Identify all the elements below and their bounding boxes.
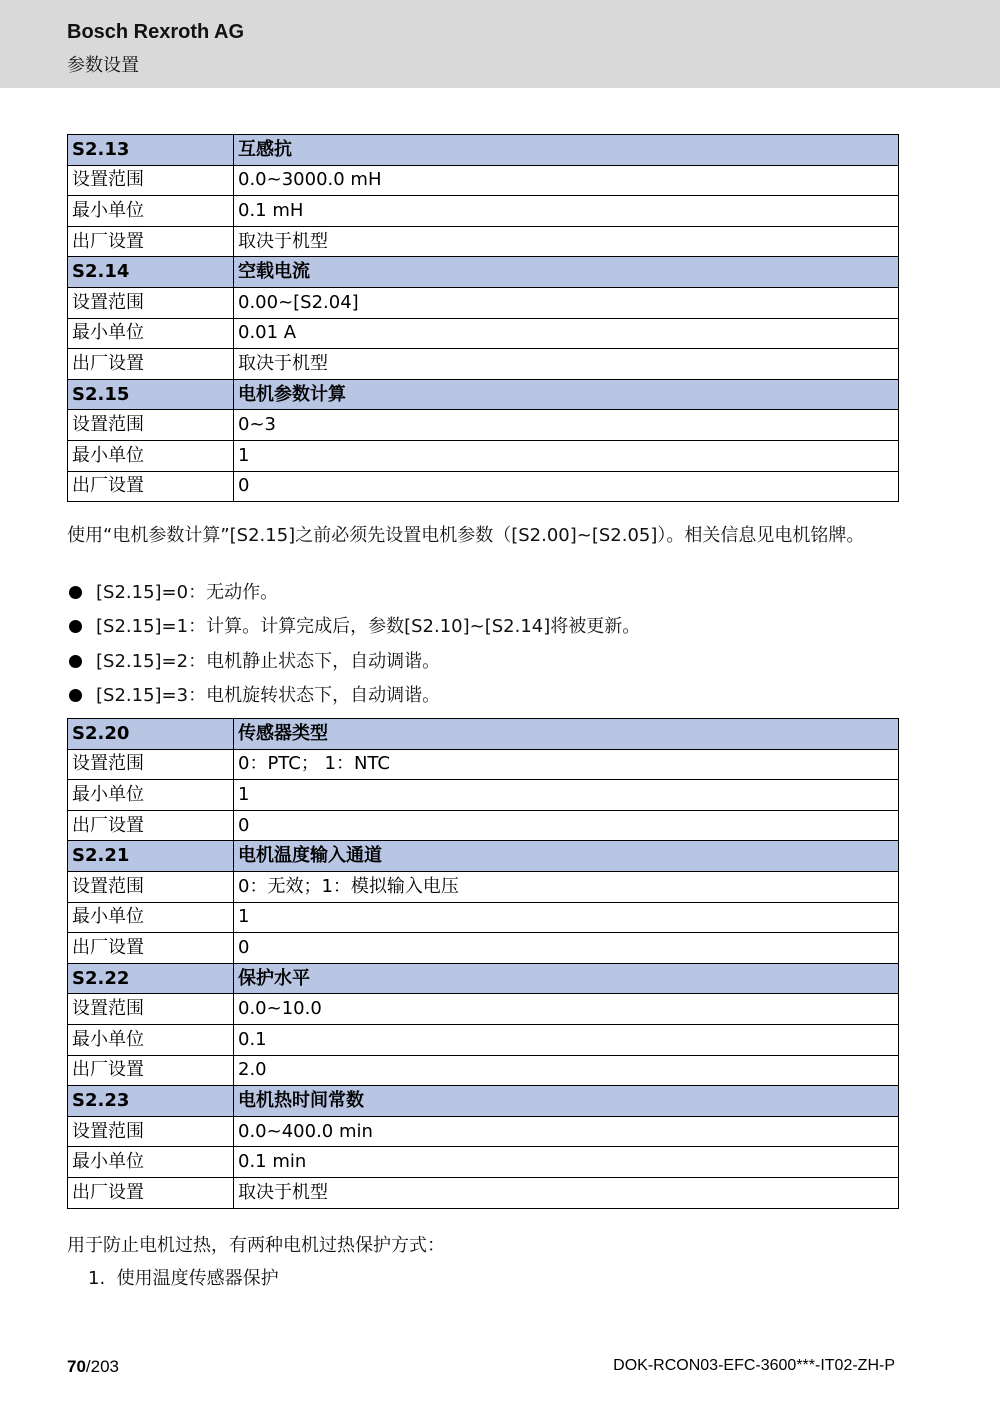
param-row-unit	[68, 196, 899, 227]
param-row-unit	[68, 780, 899, 811]
document-code: DOK-RCON03-EFC-3600***-IT02-ZH-P	[613, 1357, 895, 1374]
param-default: 取决于机型	[234, 349, 899, 380]
param-row-range	[68, 410, 899, 441]
param-unit: 0.1 mH	[234, 196, 899, 227]
row-label: 设置范围	[68, 287, 234, 318]
row-label: 设置范围	[68, 749, 234, 780]
param-row-unit	[68, 318, 899, 349]
param-row-unit	[68, 1147, 899, 1178]
param-name: 互感抗	[234, 135, 899, 166]
row-label: 出厂设置	[68, 1055, 234, 1086]
param-default: 2.0	[234, 1055, 899, 1086]
row-label: 最小单位	[68, 1147, 234, 1178]
param-default: 0	[234, 810, 899, 841]
param-code: S2.21	[68, 841, 234, 872]
param-row-range	[68, 749, 899, 780]
row-label: 出厂设置	[68, 471, 234, 502]
param-row-default	[68, 471, 899, 502]
param-code: S2.23	[68, 1086, 234, 1117]
row-label: 最小单位	[68, 196, 234, 227]
param-name: 电机温度输入通道	[234, 841, 899, 872]
row-label: 最小单位	[68, 440, 234, 471]
param-row-range	[68, 871, 899, 902]
param-name: 电机参数计算	[234, 379, 899, 410]
param-range: 0：无效；1：模拟输入电压	[234, 871, 899, 902]
parameter-table-2	[67, 718, 899, 1209]
bullet-text: [S2.15]=1：计算。计算完成后，参数[S2.10]~[S2.14]将被更新。	[96, 616, 641, 637]
param-row-default	[68, 810, 899, 841]
param-row-default	[68, 1055, 899, 1086]
row-label: 出厂设置	[68, 226, 234, 257]
param-range: 0.00~[S2.04]	[234, 287, 899, 318]
param-range: 0.0~3000.0 mH	[234, 165, 899, 196]
bullet-dot-icon	[69, 586, 82, 599]
parameter-table-1	[67, 134, 899, 502]
param-name: 传感器类型	[234, 719, 899, 750]
note-paragraph: 用于防止电机过热，有两种电机过热保护方式：	[67, 1235, 445, 1256]
param-row-default	[68, 933, 899, 964]
row-label: 设置范围	[68, 994, 234, 1025]
page-current: 70	[67, 1357, 86, 1376]
param-code: S2.20	[68, 719, 234, 750]
bullet-text: [S2.15]=0：无动作。	[96, 582, 279, 603]
row-label: 设置范围	[68, 1116, 234, 1147]
param-unit: 1	[234, 440, 899, 471]
param-name: 电机热时间常数	[234, 1086, 899, 1117]
param-row-unit	[68, 440, 899, 471]
param-header-row	[68, 257, 899, 288]
param-default: 0	[234, 933, 899, 964]
param-row-default	[68, 226, 899, 257]
param-header-row	[68, 135, 899, 166]
param-range: 0：PTC； 1：NTC	[234, 749, 899, 780]
note-paragraph: 使用“电机参数计算”[S2.15]之前必须先设置电机参数（[S2.00]~[S2.05]）。相关信息见电机铭牌。	[67, 525, 865, 546]
param-header-row	[68, 963, 899, 994]
param-row-range	[68, 165, 899, 196]
numbered-list-item: 1. 使用温度传感器保护	[88, 1268, 279, 1289]
param-default: 取决于机型	[234, 1177, 899, 1208]
bullet-dot-icon	[69, 655, 82, 668]
bullet-item	[69, 684, 440, 708]
bullet-item	[69, 581, 278, 605]
row-label: 最小单位	[68, 780, 234, 811]
param-row-range	[68, 287, 899, 318]
param-header-row	[68, 379, 899, 410]
param-range: 0.0~400.0 min	[234, 1116, 899, 1147]
param-range: 0~3	[234, 410, 899, 441]
param-unit: 1	[234, 902, 899, 933]
row-label: 出厂设置	[68, 933, 234, 964]
param-unit: 0.01 A	[234, 318, 899, 349]
row-label: 出厂设置	[68, 810, 234, 841]
param-unit: 0.1 min	[234, 1147, 899, 1178]
row-label: 出厂设置	[68, 1177, 234, 1208]
param-code: S2.13	[68, 135, 234, 166]
row-label: 设置范围	[68, 165, 234, 196]
bullet-text: [S2.15]=2：电机静止状态下，自动调谐。	[96, 651, 441, 672]
row-label: 出厂设置	[68, 349, 234, 380]
param-row-unit	[68, 902, 899, 933]
param-row-range	[68, 994, 899, 1025]
param-row-default	[68, 349, 899, 380]
section-title: 参数设置	[67, 55, 139, 76]
param-name: 空载电流	[234, 257, 899, 288]
param-code: S2.15	[68, 379, 234, 410]
param-unit: 0.1	[234, 1024, 899, 1055]
param-range: 0.0~10.0	[234, 994, 899, 1025]
page-total: /203	[85, 1357, 120, 1376]
bullet-dot-icon	[69, 689, 82, 702]
bullet-text: [S2.15]=3：电机旋转状态下，自动调谐。	[96, 685, 441, 706]
row-label: 最小单位	[68, 318, 234, 349]
param-code: S2.22	[68, 963, 234, 994]
param-row-range	[68, 1116, 899, 1147]
page-number	[67, 1357, 119, 1377]
row-label: 最小单位	[68, 1024, 234, 1055]
param-row-default	[68, 1177, 899, 1208]
page-header	[0, 0, 1000, 88]
row-label: 设置范围	[68, 410, 234, 441]
bullet-dot-icon	[69, 620, 82, 633]
param-default: 0	[234, 471, 899, 502]
param-unit: 1	[234, 780, 899, 811]
bullet-item	[69, 650, 440, 674]
param-name: 保护水平	[234, 963, 899, 994]
param-header-row	[68, 1086, 899, 1117]
bullet-item	[69, 615, 640, 639]
param-header-row	[68, 719, 899, 750]
param-code: S2.14	[68, 257, 234, 288]
row-label: 设置范围	[68, 871, 234, 902]
param-header-row	[68, 841, 899, 872]
param-row-unit	[68, 1024, 899, 1055]
param-default: 取决于机型	[234, 226, 899, 257]
row-label: 最小单位	[68, 902, 234, 933]
company-name: Bosch Rexroth AG	[67, 21, 245, 43]
